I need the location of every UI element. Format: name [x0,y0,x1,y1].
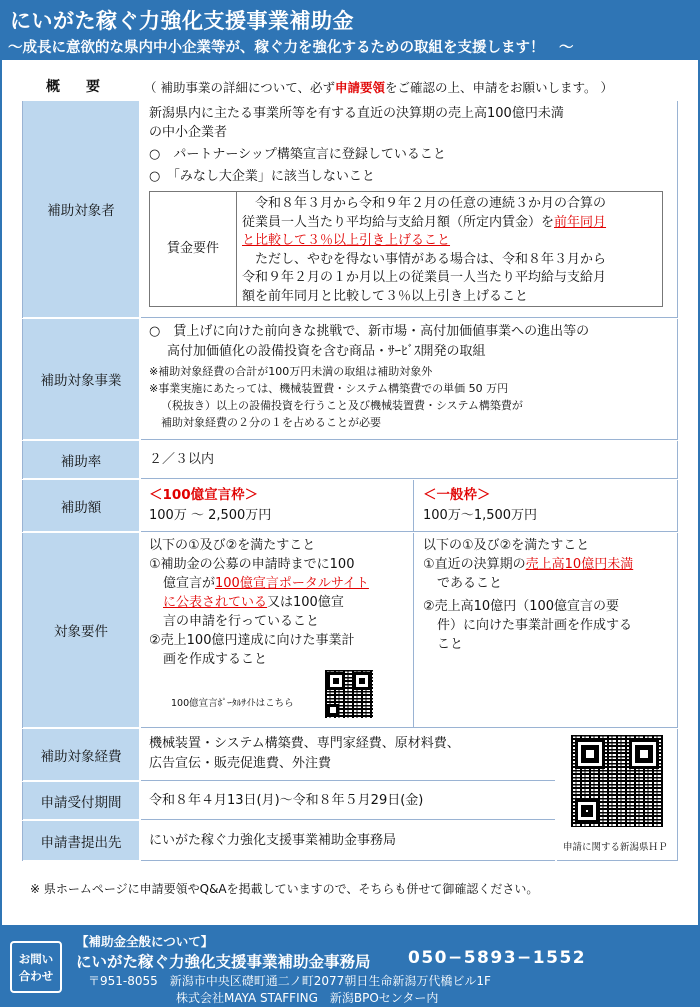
footer-heading: 【補助金全般について】 [76,934,214,949]
row-requirement-label: 対象要件 [23,533,139,728]
req-left-line3-a: 億宣言が [163,576,216,591]
row-amount-content [141,480,677,532]
project-note1: ※補助対象経費の合計が100万円未満の取組は補助対象外 [149,365,433,378]
wage-requirement-box [149,191,663,307]
expense-line2: 広告宣伝・販売促進費、外注費 [149,756,332,771]
project-line1: ○ 賃上げに向けた前向きな挑戦で、新市場・高付加価値事業への進出等の [149,324,590,339]
footnote: ※ 県ホームページに申請要領やQ&Aを掲載していますので、そちらも併せて御確認ください。 [30,882,539,896]
req-right-line3: であること [437,576,503,591]
row-rate [22,441,678,479]
prefecture-hp-qr-panel [557,729,678,861]
row-project-content [141,319,677,440]
project-line2: 高付加価値化の設備投資を含む商品・ｻｰﾋﾞｽ開発の取組 [167,344,486,359]
req-left-line5: 言の申請を行っていること [163,614,320,629]
row-amount-label: 補助額 [23,480,139,532]
row-submit-label: 申請書提出先 [23,821,139,861]
overview-note-suffix: をご確認の上、申請をお願いします。 ） [385,80,613,95]
wage-line1: 令和８年３月から令和９年２月の任意の連続３か月の合算の [255,196,607,211]
wage-requirement-text [242,195,657,306]
portal-site-link[interactable]: 100億宣言ポータルサイト [215,576,369,591]
target-line2: の中小企業者 [149,125,228,140]
amount-left-value: 100万 ～ 2,500万円 [149,508,272,523]
amount-left-title: ＜100億宣言枠＞ [149,487,259,503]
req-left-line1: 以下の①及び②を満たすこと [149,538,316,553]
row-expense-label: 補助対象経費 [23,729,139,781]
overview-note [144,78,613,96]
wage-line2-b: 前年同月 [554,214,607,230]
row-project [22,319,678,440]
req-right-line5: 件）に向けた事業計画を作成する [437,618,633,633]
footer-office: にいがた稼ぐ力強化支援事業補助金事務局 [76,953,371,971]
rate-value: ２／３以内 [149,452,215,467]
row-period-label: 申請受付期間 [23,782,139,820]
row-expense-content [141,729,555,781]
requirement-divider [413,533,414,727]
row-rate-label: 補助率 [23,441,139,479]
contact-icon-line1: お問い [18,952,54,966]
wage-line2 [242,214,657,233]
row-project-label: 補助対象事業 [23,319,139,440]
row-target-content [141,101,677,318]
wage-line2-a: 従業員一人当たり平均給与支給月額（所定内賃金）を [242,214,555,230]
project-note4: 補助対象経費の２分の１を占めることが必要 [161,416,381,429]
amount-right-title: ＜一般枠＞ [423,487,491,503]
wage-line5: 令和９年２月の１か月以上の従業員一人当たり平均給与支給月 [242,270,607,285]
req-left-line2: ①補助金の公募の申請時までに100 [149,557,355,572]
target-cond2: ○ 「みなし大企業」に該当しないこと [149,169,375,184]
row-amount [22,480,678,532]
wage-line6: 額を前年同月と比較して３％以上引き上げること [242,288,529,304]
target-cond1: ○ パートナーシップ構築宣言に登録していること [149,147,446,162]
project-note3: （税抜き）以上の設備投資を行うこと及び機械装置費・システム構築費が [161,399,523,412]
req-left-line4-b: 又は100億宣 [267,595,344,610]
contact-icon-line2: 合わせ [18,969,54,983]
target-line1: 新潟県内に主たる事業所等を有する直近の決算期の売上高100億円未満 [149,106,564,121]
req-left-line7: 画を作成すること [163,652,268,667]
wage-requirement-label: 賃金要件 [150,192,237,306]
row-period-content [141,782,555,820]
req-left-line6: ②売上100億円達成に向けた事業計 [149,633,355,648]
row-rate-content [141,441,677,479]
expense-line1: 機械装置・システム構築費、専門家経費、原材料費、 [149,736,460,751]
amount-divider [413,480,414,531]
req-right-line2-b: 売上高10億円未満 [525,557,634,572]
row-submit-content [141,821,555,861]
req-right-line6: こと [437,637,464,652]
contact-icon [10,941,62,993]
portal-caption: 100億宣言ﾎﾟｰﾀﾙｻｲﾄはこちら [171,698,294,709]
row-target-label: 補助対象者 [23,101,139,318]
page-title: にいがた稼ぐ力強化支援事業補助金 [10,9,354,33]
wage-line3: と比較して３％以上引き上げること [242,233,451,248]
row-requirement-content [141,533,677,728]
prefecture-hp-qr-code[interactable] [571,735,663,827]
req-right-line2-a: ①直近の決算期の [423,557,526,572]
submit-value: にいがた稼ぐ力強化支援事業補助金事務局 [149,833,397,848]
contact-footer [0,925,700,1007]
wage-line4: ただし、やむを得ない事情がある場合は、令和８年３月から [255,251,607,267]
overview-label: 概 要 [46,79,106,95]
footer-address: 〒951-8055 新潟市中央区礎町通二ノ町2077朝日生命新潟万代橋ビル1F [88,974,491,988]
page-subtitle: ～成長に意欲的な県内中小企業等が、稼ぐ力を強化するための取組を支援します！ ～ [8,40,574,56]
req-right-line4: ②売上高10億円（100億宣言の要 [423,599,620,614]
prefecture-hp-caption: 申請に関する新潟県ＨＰ [563,842,668,853]
row-requirement [22,533,678,728]
overview-bar [22,70,678,100]
req-left-line4 [163,594,344,613]
req-left-line3 [163,575,369,594]
portal-site-link-cont[interactable]: に公表されている [163,595,268,610]
overview-note-prefix: （ 補助事業の詳細について、必ず [144,80,335,95]
overview-note-highlight: 申請要領 [334,80,385,95]
req-right-line2 [423,556,633,575]
portal-qr-code[interactable] [325,670,373,718]
req-right-line1: 以下の①及び②を満たすこと [423,538,590,553]
header-banner [0,0,700,60]
amount-right-value: 100万～1,500万円 [423,508,538,523]
project-note2: ※事業実施にあたっては、機械装置費・システム構築費での単価 50 万円 [149,382,509,395]
row-target [22,101,678,318]
footer-company: 株式会社MAYA STAFFING 新潟BPOセンター内 [176,991,439,1005]
period-value: 令和８年４月13日(月)～令和８年５月29日(金) [149,793,424,808]
footer-phone[interactable]: 050−5893−1552 [408,948,587,968]
